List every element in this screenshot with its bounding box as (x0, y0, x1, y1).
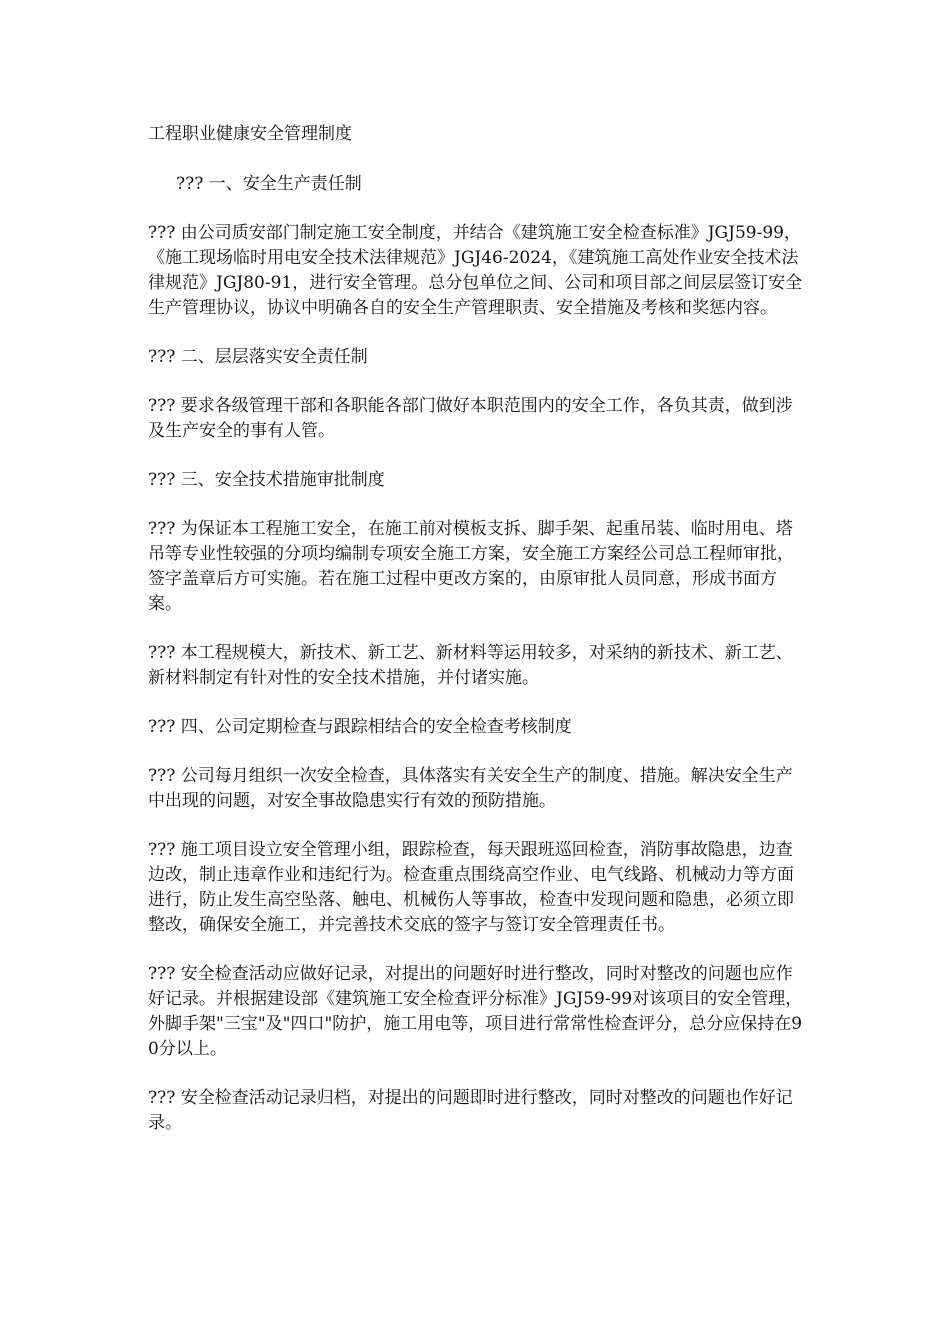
paragraph: ??? 本工程规模大，新技术、新工艺、新材料等运用较多，对采纳的新技术、新工艺、新材料制定有针对性的安全技术措施，并付诸实施。 (148, 643, 793, 688)
paragraph: ??? 由公司质安部门制定施工安全制度，并结合《建筑施工安全检查标准》JGJ59-99，《施工现场临时用电安全技术法律规范》JGJ46-2024，《建筑施工高处作业安全技术法律规范》JGJ80-91，进行安全管理。总分包单位之间、公司和项目部之间层层签订安全生产管理协议，协议中明确各自的安全生产管理职责、安全措施及考核和奖惩内容。 (148, 223, 803, 318)
section-heading-1: ??? 一、安全生产责任制 (176, 174, 362, 194)
document-body (148, 122, 808, 1160)
document-title: 工程职业健康安全管理制度 (148, 124, 352, 144)
paragraph: ??? 安全检查活动应做好记录，对提出的问题好时进行整改，同时对整改的问题也应作好记录。并根据建设部《建筑施工安全检查评分标准》JGJ59-99对该项目的安全管理，外脚手架"三宝"及"四口"防护，施工用电等，项目进行常常性检查评分，总分应保持在90分以上。 (148, 964, 803, 1059)
paragraph: ??? 为保证本工程施工安全，在施工前对模板支拆、脚手架、起重吊装、临时用电、塔吊等专业性较强的分项均编制专项安全施工方案，安全施工方案经公司总工程师审批，签字盖章后方可实施。若在施工过程中更改方案的，由原审批人员同意，形成书面方案。 (148, 519, 794, 614)
paragraph: ??? 安全检查活动记录归档，对提出的问题即时进行整改，同时对整改的问题也作好记录。 (148, 1088, 793, 1133)
section-heading-4: ??? 四、公司定期检查与跟踪相结合的安全检查考核制度 (148, 717, 572, 737)
paragraph: ??? 要求各级管理干部和各职能各部门做好本职范围内的安全工作，各负其责，做到涉及生产安全的事有人管。 (148, 396, 793, 441)
section-heading-3: ??? 三、安全技术措施审批制度 (148, 470, 385, 490)
paragraph: ??? 公司每月组织一次安全检查，具体落实有关安全生产的制度、措施。解决安全生产中出现的问题，对安全事故隐患实行有效的预防措施。 (148, 766, 793, 811)
section-heading-2: ??? 二、层层落实安全责任制 (148, 347, 368, 367)
paragraph: ??? 施工项目设立安全管理小组，跟踪检查，每天跟班巡回检查，消防事故隐患，边查边改，制止违章作业和违纪行为。检查重点围绕高空作业、电气线路、机械动力等方面进行，防止发生高空坠落、触电、机械伤人等事故，检查中发现问题和隐患，必须立即整改，确保安全施工，并完善技术交底的签字与签订安全管理责任书。 (148, 840, 794, 935)
